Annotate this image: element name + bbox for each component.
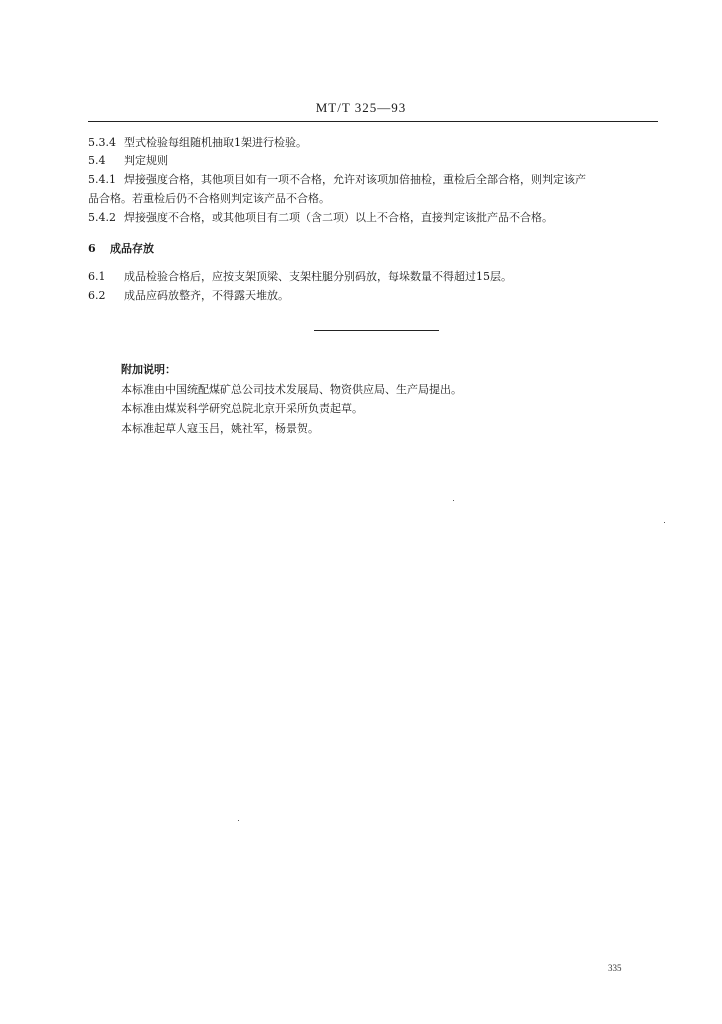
clause-number: 5.4.2 [88,211,116,224]
standard-number: MT/T 325—93 [315,100,407,115]
scan-speck [453,500,454,501]
clause-6-1 [88,270,663,284]
page-number: 335 [608,963,622,973]
clause-5-3-4 [88,136,663,150]
note-line: 本标准由煤炭科学研究总院北京开采所负责起草。 [121,402,363,415]
clause-text: 焊接强度合格，其他项目如有一项不合格，允许对该项加倍抽检，重检后全部合格，则判定该产 [124,173,586,186]
clause-number: 5.3.4 [88,136,116,149]
clause-text: 焊接强度不合格，或其他项目有二项（含二项）以上不合格，直接判定该批产品不合格。 [124,211,553,224]
scan-speck [238,820,239,821]
clause-5-4 [88,154,663,168]
note-line: 本标准由中国统配煤矿总公司技术发展局、物资供应局、生产局提出。 [121,383,462,396]
clause-5-4-1-continued [88,192,663,206]
clause-5-4-2 [88,211,663,225]
end-of-text-rule [314,330,439,331]
header-rule [88,121,658,122]
section-title: 成品存放 [110,242,154,255]
clause-number: 5.4 [88,154,106,167]
notes-title: 附加说明： [121,363,176,376]
clause-number: 6.1 [88,270,106,283]
clause-text: 成品应码放整齐，不得露天堆放。 [124,289,289,302]
clause-number: 6.2 [88,289,106,302]
clause-5-4-1 [88,173,663,187]
clause-text: 成品检验合格后，应按支架顶梁、支架柱腿分别码放，每垛数量不得超过15层。 [124,270,512,283]
note-line: 本标准起草人寇玉吕，姚社军，杨景贺。 [121,422,319,435]
clause-number: 5.4.1 [88,173,116,186]
clause-text: 型式检验每组随机抽取1架进行检验。 [124,136,307,149]
clause-6-2 [88,289,663,303]
section-number: 6 [88,242,96,255]
scan-speck [664,522,665,523]
section-heading [88,242,663,256]
clause-text: 判定规则 [124,154,168,167]
clause-text: 品合格。若重检后仍不合格则判定该产品不合格。 [88,192,330,205]
